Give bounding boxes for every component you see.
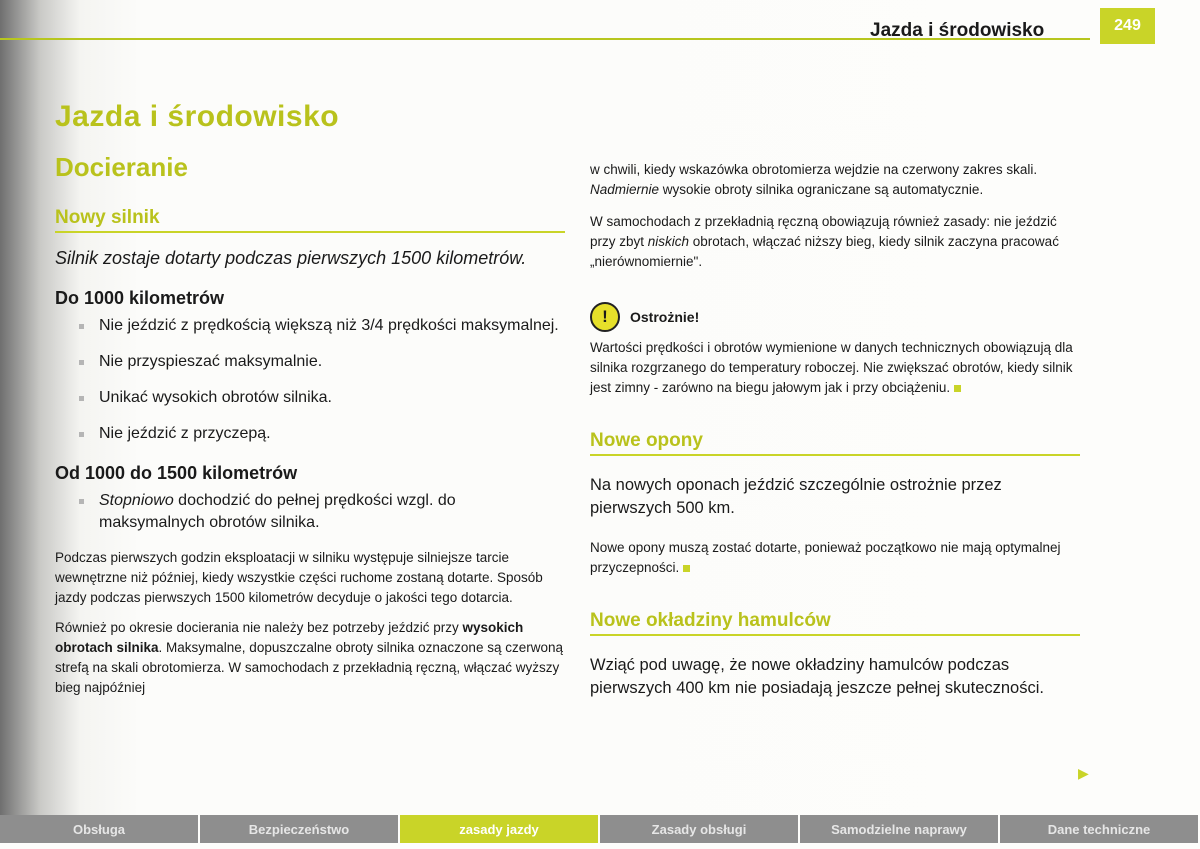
text-part: wysokie obroty silnika ograniczane są automatycznie. (659, 182, 984, 197)
text-part: Nowe opony muszą zostać dotarte, ponieważ początkowo nie mają optymalnej przyczepności. (590, 540, 1061, 575)
paragraph-friction: Podczas pierwszych godzin eksploatacji w silniku występuje silniejsze tarcie wewnętrzne niż później, kiedy wszystkie części ruchome zostaną dotarte. Sposób jazdy podczas pierwszych 1500 kilometrów decyduje o jakości tego dotarcia. (55, 550, 543, 605)
paragraph-manual-gearbox (590, 212, 1080, 272)
emphasis: Stopniowo (99, 492, 174, 509)
list-1000-to-1500km (55, 490, 565, 534)
running-header-title: Jazda i środowisko (870, 20, 1045, 41)
chapter-title: Jazda i środowisko (55, 100, 340, 133)
paragraph-high-rpm (55, 618, 565, 698)
warning-title: Ostrożnie! (630, 309, 700, 325)
bold-text: wysokich obrotach silnika (55, 620, 524, 655)
tab-operation[interactable]: Obsługa (0, 815, 200, 843)
tab-self-repairs[interactable]: Samodzielne naprawy (800, 815, 1000, 843)
end-square-icon (683, 565, 690, 572)
list-item-text: dochodzić do pełnej prędkości wzgl. do maksymalnych obrotów silnika. (99, 492, 456, 531)
warning-heading (590, 302, 1080, 332)
text-part: Również po okresie docierania nie należy bez potrzeby jeździć przy (55, 620, 463, 635)
footer-margin (0, 843, 1200, 849)
warning-text (590, 338, 1080, 398)
section-heading-new-tires: Nowe opony (590, 430, 1080, 456)
continue-arrow-icon: ▶ (1078, 765, 1089, 781)
tab-technical-data[interactable]: Dane techniczne (1000, 815, 1200, 843)
list-item: Nie jeździć z prędkością większą niż 3/4 prędkości maksymalnej. (55, 315, 565, 337)
text-part: w chwili, kiedy wskazówka obrotomierza wejdzie na czerwony zakres skali. (590, 162, 1038, 177)
list-up-to-1000km (55, 315, 565, 445)
text-part: Wartości prędkości i obrotów wymienione w danych technicznych obowiązują dla silnika rozgrzanego do temperatury roboczej. Nie zwiększać obrotów, kiedy silnik jest zimny - zarówno na biegu jałowym jak i przy obciążeniu. (590, 340, 1073, 395)
tab-service-rules[interactable]: Zasady obsługi (600, 815, 800, 843)
left-column (55, 100, 565, 698)
section-heading-new-engine: Nowy silnik (55, 207, 565, 233)
text-part: obrotach, włączać niższy bieg, kiedy silnik zaczyna pracować „nierównomiernie". (590, 234, 1059, 269)
list-item: Unikać wysokich obrotów silnika. (55, 387, 565, 409)
paragraph-tires-grip (590, 538, 1080, 578)
right-column (590, 160, 1080, 700)
heading-up-to-1000km: Do 1000 kilometrów (55, 288, 225, 308)
heading-1000-to-1500km: Od 1000 do 1500 kilometrów (55, 463, 298, 483)
paragraph-brake-pads: Wziąć pod uwagę, że nowe okładziny hamulców podczas pierwszych 400 km nie posiadają jeszcze pełnej skuteczności. (590, 656, 1044, 697)
paragraph-red-zone (590, 160, 1080, 200)
section-heading-new-brake-pads: Nowe okładziny hamulców (590, 610, 1080, 636)
page-number: 249 (1100, 8, 1155, 44)
end-square-icon (954, 385, 961, 392)
chapter-tab-bar (0, 815, 1200, 843)
list-item (55, 490, 565, 534)
chapter-subtitle: Docieranie (55, 152, 188, 182)
paragraph-tires-500km: Na nowych oponach jeździć szczególnie ostrożnie przez pierwszych 500 km. (590, 476, 1002, 517)
text-part: W samochodach z przekładnią ręczną obowiązują również zasady: nie jeździć przy zbyt (590, 214, 1057, 249)
exclamation-icon: ! (590, 302, 620, 332)
emphasis: niskich (647, 234, 690, 249)
list-item: Nie jeździć z przyczepą. (55, 423, 565, 445)
tab-driving-rules[interactable]: zasady jazdy (400, 815, 600, 843)
list-item: Nie przyspieszać maksymalnie. (55, 351, 565, 373)
text-part: . Maksymalne, dopuszczalne obroty silnika oznaczone są czerwoną strefą na skali obrotomierza. W samochodach z przekładnią ręczną, włączać wyższy bieg najpóźniej (55, 640, 563, 695)
emphasis: Nadmiernie (590, 182, 660, 197)
tab-safety[interactable]: Bezpieczeństwo (200, 815, 400, 843)
intro-text: Silnik zostaje dotarty podczas pierwszych 1500 kilometrów. (55, 248, 527, 268)
